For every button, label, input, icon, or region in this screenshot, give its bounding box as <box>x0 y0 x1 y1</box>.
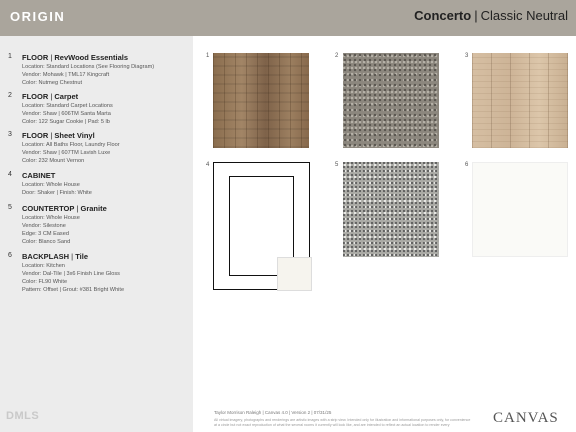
spec-detail-line: Vendor: Dal-Tile | 3x6 Finish Line Gloss <box>22 271 120 277</box>
spec-title <box>22 204 107 213</box>
spec-category: CABINET <box>22 171 56 180</box>
scheme-name: Classic Neutral <box>480 8 568 23</box>
spec-category: FLOOR <box>22 53 49 62</box>
spec-title-separator: | <box>48 53 55 62</box>
spec-title-separator: | <box>48 131 55 140</box>
spec-number: 5 <box>8 204 12 211</box>
spec-category: COUNTERTOP <box>22 204 75 213</box>
footer-version-line: Taylor Morrison Raleigh | Canvas 4.0 | Version 2 | 07/31/25 <box>214 410 332 415</box>
spec-product: Sheet Vinyl <box>54 131 95 140</box>
canvas-logo: CANVAS <box>493 410 559 426</box>
header-bar <box>0 0 576 36</box>
spec-title <box>22 92 78 101</box>
swatch-carpet <box>343 53 439 148</box>
spec-detail-line: Color: 232 Mount Vernon <box>22 158 85 164</box>
spec-number: 3 <box>8 131 12 138</box>
cabinet-finish-chip <box>277 257 312 291</box>
spec-number: 4 <box>8 171 12 178</box>
dmls-watermark: DMLS <box>6 410 40 422</box>
spec-number: 6 <box>8 252 12 259</box>
swatch-number-2: 2 <box>335 53 339 59</box>
spec-title <box>22 53 128 62</box>
swatch-number-6: 6 <box>465 162 469 168</box>
collection-name: Concerto <box>414 8 472 23</box>
spec-category: FLOOR <box>22 92 49 101</box>
spec-detail-line: Edge: 3 CM Eased <box>22 231 69 237</box>
swatch-number-1: 1 <box>206 53 210 59</box>
spec-detail-line: Location: Whole House <box>22 215 80 221</box>
spec-category: BACKPLASH <box>22 252 70 261</box>
brand-logo: ORIGIN <box>10 9 66 24</box>
spec-detail-line: Vendor: Shaw | 607TM Lavish Luxe <box>22 150 111 156</box>
spec-title-separator: | <box>74 204 81 213</box>
spec-detail-line: Vendor: Shaw | 606TM Santa Marta <box>22 111 111 117</box>
swatch-number-3: 3 <box>465 53 469 59</box>
swatch-backsplash-tile <box>472 162 568 257</box>
spec-category: FLOOR <box>22 131 49 140</box>
spec-detail-line: Vendor: Mohawk | TML17 Kingcraft <box>22 72 110 78</box>
spec-product: Carpet <box>54 92 79 101</box>
spec-detail-line: Door: Shaker | Finish: White <box>22 190 92 196</box>
spec-detail-line: Vendor: Silestone <box>22 223 66 229</box>
spec-detail-line: Location: All Baths Floor, Laundry Floor <box>22 142 120 148</box>
spec-detail-line: Location: Standard Carpet Locations <box>22 103 113 109</box>
swatch-number-4: 4 <box>206 162 210 168</box>
spec-detail-line: Location: Whole House <box>22 182 80 188</box>
swatch-revwood-floor <box>213 53 309 148</box>
spec-detail-line: Pattern: Offset | Grout: #381 Bright White <box>22 287 125 293</box>
spec-product: Granite <box>80 204 107 213</box>
spec-title-separator: | <box>48 92 55 101</box>
spec-detail-line: Location: Standard Locations (See Flooring Diagram) <box>22 64 155 70</box>
spec-product: Tile <box>75 252 89 261</box>
spec-title <box>22 131 95 140</box>
spec-number: 2 <box>8 92 12 99</box>
spec-product: RevWood Essentials <box>54 53 129 62</box>
swatch-number-5: 5 <box>335 162 339 168</box>
spec-number: 1 <box>8 53 12 60</box>
spec-title <box>22 171 55 180</box>
spec-detail-line: Color: Blanco Sand <box>22 239 71 245</box>
spec-title <box>22 252 88 261</box>
title-separator: | <box>474 8 478 23</box>
spec-detail-line: Location: Kitchen <box>22 263 65 269</box>
swatch-sheet-vinyl <box>472 53 568 148</box>
page-title <box>414 8 568 23</box>
footer-disclaimer: All virtual imagery, photographs and renderings are artistic images with a strip view. Intended only for illustration and informational purposes only, for convenience at a circle but not exact reproduction of what the several rooms it currently will look like, and are intended to reflect an actual location to render every <box>214 418 471 427</box>
spec-detail-line: Color: 122 Sugar Cookie | Pad: 5 lb <box>22 119 110 125</box>
spec-detail-line: Color: Nutmeg Chestnut <box>22 80 83 86</box>
spec-title-separator: | <box>69 252 76 261</box>
spec-detail-line: Color: FL90 White <box>22 279 68 285</box>
swatch-granite <box>343 162 439 257</box>
